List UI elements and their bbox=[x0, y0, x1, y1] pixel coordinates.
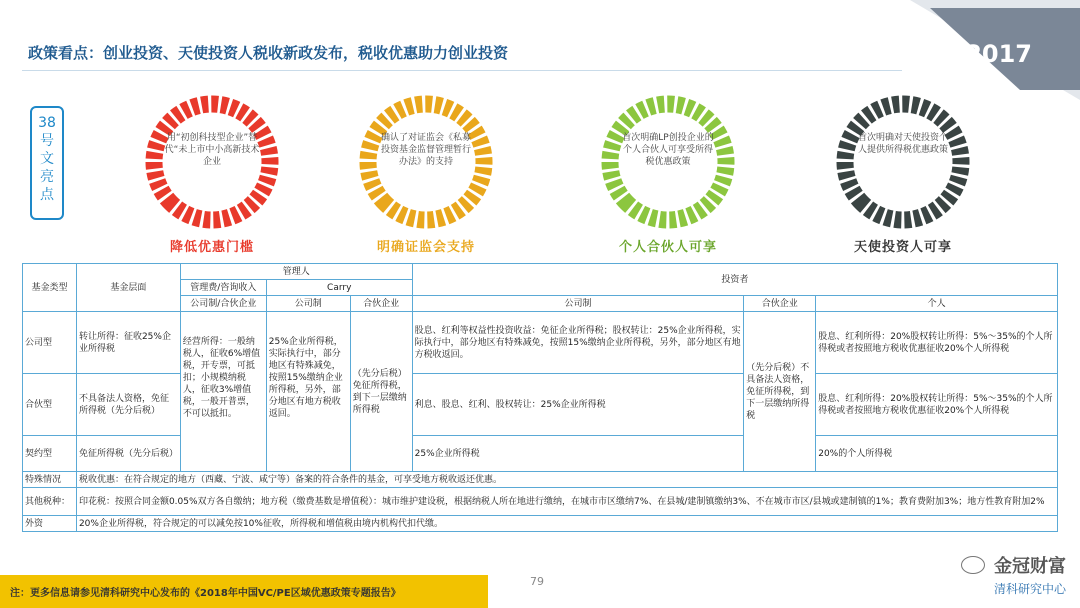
highlight-text: 首次明确LP创投企业的个人合伙人可享受所得税优惠政策 bbox=[622, 133, 714, 167]
table-cell: 公司型 bbox=[23, 312, 77, 374]
table-header-cell: 公司制 bbox=[266, 296, 350, 312]
highlight-donut bbox=[356, 92, 496, 232]
highlight-label: 降低优惠门槛 bbox=[169, 240, 254, 255]
table-header-cell: 个人 bbox=[816, 296, 1058, 312]
highlight-label: 明确证监会支持 bbox=[376, 240, 475, 255]
table-header-cell: 管理人 bbox=[180, 264, 412, 280]
highlight-text: 确认了对证监会《私募投资基金监督管理暂行办法》的支持 bbox=[380, 133, 471, 167]
highlight-donut bbox=[142, 92, 282, 232]
highlight-label: 个人合伙人可享 bbox=[618, 240, 717, 255]
wechat-icon bbox=[961, 556, 985, 574]
table-cell: 20%的个人所得税 bbox=[816, 436, 1058, 472]
tax-policy-table bbox=[22, 263, 1058, 532]
footer-note: 注：更多信息请参见清科研究中心发布的《2018年中国VC/PE区域优惠政策专题报告》 bbox=[10, 588, 401, 599]
table-cell: （先分后税）免征所得税，到下一层缴纳所得税 bbox=[350, 312, 412, 472]
table-header-cell: 基金层面 bbox=[76, 264, 180, 312]
table-header-cell: 投资者 bbox=[412, 264, 1057, 296]
table-row bbox=[23, 264, 1058, 280]
table-cell: 20%企业所得税，符合规定的可以减免按10%征收，所得税和增值税由境内机构代扣代缴。 bbox=[76, 516, 1057, 532]
highlight-donut bbox=[833, 92, 973, 232]
year-banner bbox=[910, 0, 1080, 100]
table-header-cell: 管理费/咨询收入 bbox=[180, 280, 266, 296]
table-cell: 契约型 bbox=[23, 436, 77, 472]
page-number: 79 bbox=[530, 575, 544, 588]
highlight-text: 首次明确对天使投资个人提供所得税优惠政策 bbox=[857, 133, 948, 155]
table-header-cell: 公司制/合伙企业 bbox=[180, 296, 266, 312]
table-row bbox=[23, 516, 1058, 532]
donut-ring-icon bbox=[833, 92, 973, 232]
table-cell: 不具备法人资格，免征所得税（先分后税） bbox=[76, 374, 180, 436]
table-cell: 25%企业所得税，实际执行中，部分地区有特殊减免，按照15%缴纳企业所得税，另外，部分地区有地方税收返回。 bbox=[266, 312, 350, 472]
table-header-cell: 合伙企业 bbox=[350, 296, 412, 312]
table-header-cell: 基金类型 bbox=[23, 264, 77, 312]
table-cell: （先分后税）不具备法人资格，免征所得税，到下一层缴纳所得税 bbox=[744, 312, 816, 472]
table-cell: 印花税：按照合同金额0.05%双方各自缴纳；地方税（缴费基数是增值税）：城市维护建设税，根据纳税人所在地进行缴纳，在城市市区缴纳7%、在县城/建制镇缴纳3%、不在城市市区/县城或建制镇的1%；教育费附加3%；地方性教育附加2% bbox=[76, 488, 1057, 516]
table-cell: 免征所得税（先分后税） bbox=[76, 436, 180, 472]
title-divider bbox=[22, 70, 902, 71]
table-cell: 合伙型 bbox=[23, 374, 77, 436]
year-label: 2017 bbox=[965, 40, 1032, 68]
side-tag: 38 号 文 亮 点 bbox=[30, 106, 64, 220]
table-row bbox=[23, 488, 1058, 516]
table-cell: 25%企业所得税 bbox=[412, 436, 744, 472]
table-row bbox=[23, 436, 1058, 472]
watermark bbox=[961, 552, 1066, 597]
table-cell: 经营所得：一般纳税人，征收6%增值税，开专票，可抵扣；小规模纳税人，征收3%增值税，一般开普票，不可以抵扣。 bbox=[180, 312, 266, 472]
table-cell: 股息、红利等权益性投资收益：免征企业所得税；股权转让：25%企业所得税，实际执行中，部分地区有特殊减免，按照15%缴纳企业所得税，另外，部分地区有地方税收返回。 bbox=[412, 312, 744, 374]
table-header-cell: 公司制 bbox=[412, 296, 744, 312]
page-title: 政策看点：创业投资、天使投资人税收新政发布，税收优惠助力创业投资 bbox=[28, 44, 509, 62]
table-cell: 利息、股息、红利、股权转让：25%企业所得税 bbox=[412, 374, 744, 436]
watermark-subtitle: 清科研究中心 bbox=[993, 582, 1066, 596]
table-cell: 外资 bbox=[23, 516, 77, 532]
table-header-cell: Carry bbox=[266, 280, 412, 296]
table-cell: 转让所得：征收25%企业所得税 bbox=[76, 312, 180, 374]
table-cell: 特殊情况 bbox=[23, 472, 77, 488]
table-cell: 股息、红利所得：20%股权转让所得：5%～35%的个人所得税或者按照地方税收优惠征收20%个人所得税 bbox=[816, 374, 1058, 436]
highlight-text: 用“初创科技型企业”替代“未上市中小高新技术企业 bbox=[164, 133, 260, 167]
highlight-donut bbox=[598, 92, 738, 232]
table-header-cell: 合伙企业 bbox=[744, 296, 816, 312]
table-cell: 税收优惠：在符合规定的地方（西藏、宁波、咸宁等）备案的符合条件的基金，可享受地方税收返还优惠。 bbox=[76, 472, 1057, 488]
table-row bbox=[23, 374, 1058, 436]
table-row bbox=[23, 312, 1058, 374]
table-cell: 其他税种： bbox=[23, 488, 77, 516]
highlight-label: 天使投资人可享 bbox=[853, 240, 952, 255]
table-row bbox=[23, 472, 1058, 488]
table-cell: 股息、红利所得：20%股权转让所得：5%～35%的个人所得税或者按照地方税收优惠征收20%个人所得税 bbox=[816, 312, 1058, 374]
watermark-brand: 金冠财富 bbox=[994, 556, 1066, 577]
